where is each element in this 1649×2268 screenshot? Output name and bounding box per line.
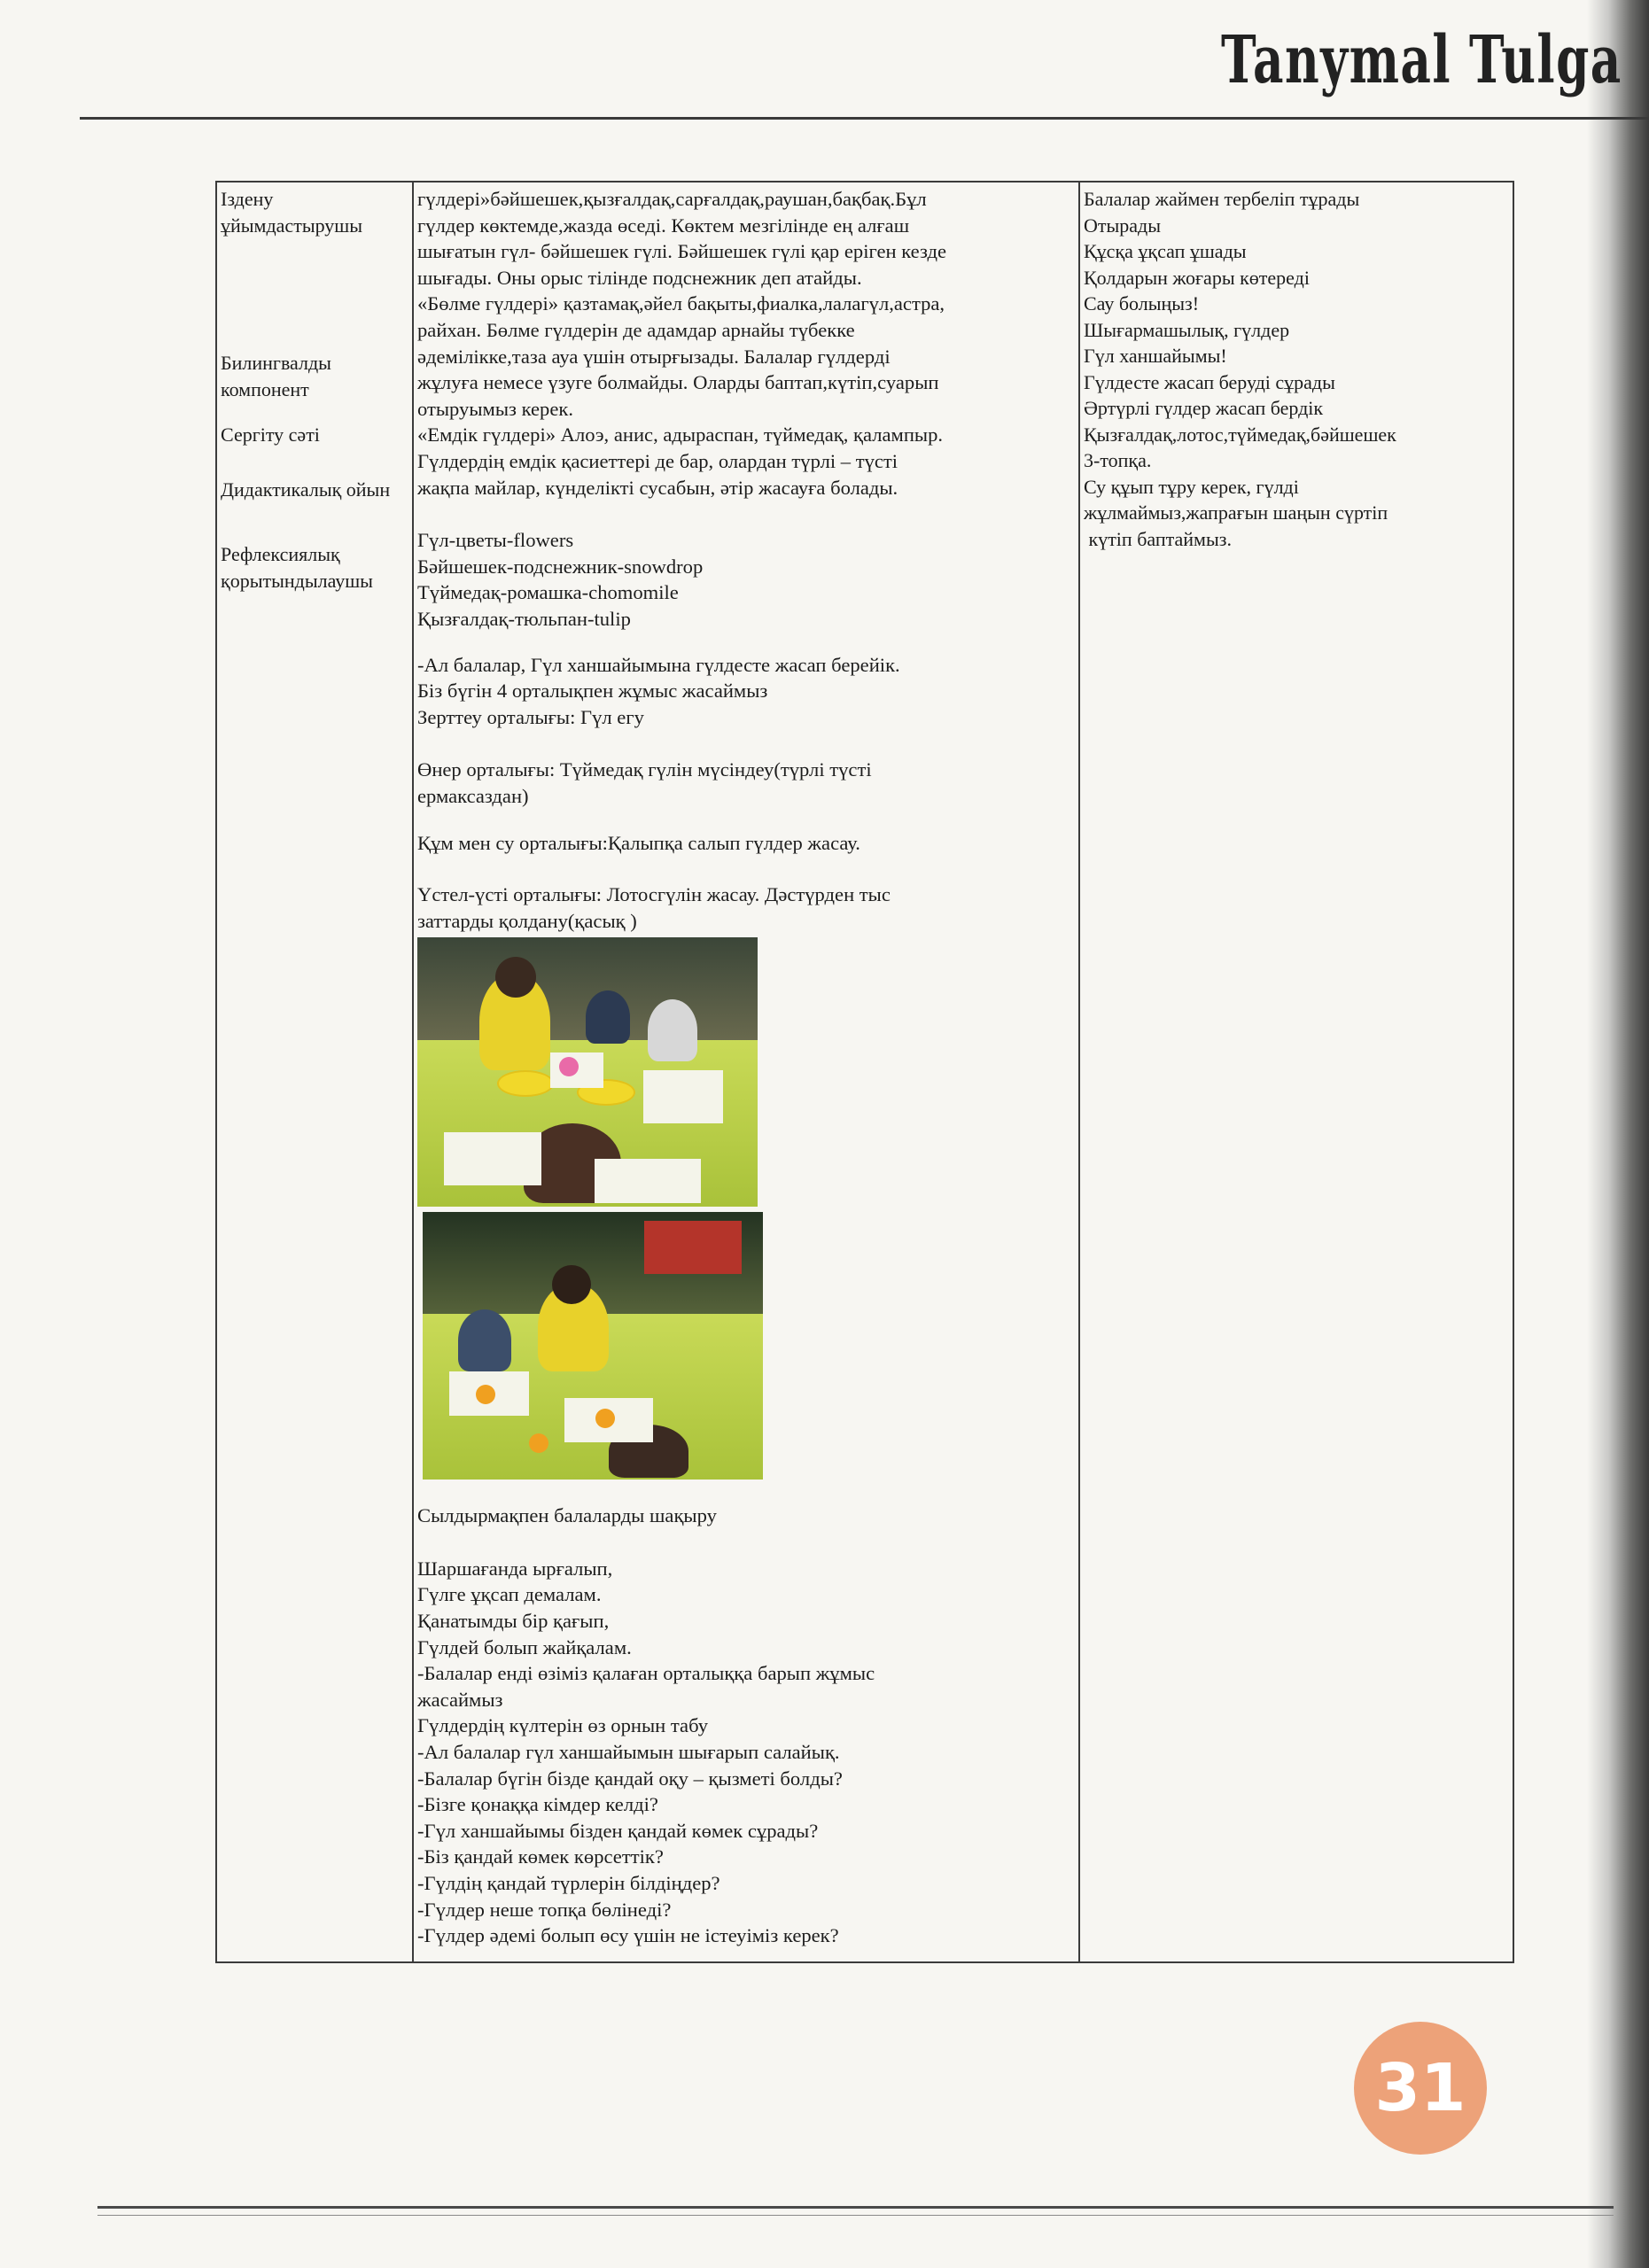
stage-label: Іздену ұйымдастырушы <box>221 188 363 237</box>
text-line: Гүлдердің күлтерін өз орнын табу <box>417 1714 709 1737</box>
text-line: жұлуға немесе үзуге болмайды. Оларды баптап,күтіп,суарып <box>417 371 939 394</box>
text-line: -Біз қандай көмек көрсеттік? <box>417 1845 664 1868</box>
text-line: Шаршағанда ырғалып, <box>417 1557 613 1580</box>
children-activity-column <box>1079 182 1513 1962</box>
sand-water-center-block <box>417 830 1075 857</box>
text-line: гүлдері»бәйшешек,қызғалдақ,сарғалдақ,раушан,бақбақ.Бұл <box>417 188 927 210</box>
topic-block <box>417 186 1075 501</box>
scan-edge-shadow <box>1587 0 1649 2268</box>
stage-label: Дидактикалық ойын <box>221 478 391 501</box>
text-line: әдемілікке,таза ауа үшін отырғызады. Балалар гүлдерді <box>417 345 891 368</box>
lesson-plan-table <box>215 181 1514 1963</box>
journal-title: Tanymal Tulga <box>1221 22 1622 98</box>
text-line: -Балалар енді өзіміз қалаған орталыққа барып жұмыс <box>417 1662 875 1685</box>
text-line: Қызғалдақ,лотос,түймедақ,бәйшешек <box>1084 423 1396 446</box>
stage-label: Рефлексиялық қорытындылаушы <box>221 543 373 592</box>
stage-label: Билингвалды компонент <box>221 352 331 400</box>
text-line: Гүл-цветы-flowers <box>417 529 574 552</box>
text-line: Біз бүгін 4 орталықпен жұмыс жасаймыз <box>417 680 768 703</box>
text-line: Сау болыңыз! <box>1084 292 1200 315</box>
teacher-activity-column <box>413 182 1079 1962</box>
footer-rule-thin <box>97 2215 1614 2216</box>
text-line: 3-топқа. <box>1084 449 1152 471</box>
text-line: жасаймыз <box>417 1688 503 1711</box>
text-line: жақпа майлар, күнделікті сусабын, әтір жасауға болады. <box>417 476 898 499</box>
footer-rule <box>97 2206 1614 2209</box>
text-line: Қанатымды бір қағып, <box>417 1610 610 1633</box>
text-line: Гүлдердің емдік қасиеттері де бар, олардан түрлі – түсті <box>417 449 898 472</box>
text-line: Гүлдесте жасап беруді сұрады <box>1084 370 1335 393</box>
text-line: -Ал балалар гүл ханшайымын шығарып салайық. <box>417 1741 840 1763</box>
stage-column <box>216 182 413 1962</box>
text-line: -Ал балалар, Гүл ханшайымына гүлдесте жасап берейік. <box>417 653 900 676</box>
centers-block <box>417 652 1075 731</box>
text-line: Құм мен су орталығы:Қалыпқа салып гүлдер жасау. <box>417 832 860 855</box>
header-rule <box>80 117 1649 120</box>
text-line: -Гүлдің қандай түрлерін білдіңдер? <box>417 1871 720 1894</box>
text-line: Қызғалдақ-тюльпан-tulip <box>417 607 631 630</box>
classroom-photo <box>417 937 758 1207</box>
text-line: Гүл ханшайымы! <box>1084 345 1227 367</box>
text-line: -Гүлдер әдемі болып өсу үшін не істеуіміз керек? <box>417 1924 839 1947</box>
text-line: отыруымыз керек. <box>417 397 573 420</box>
text-line: Балалар жаймен тербеліп тұрады <box>1084 188 1360 210</box>
bilingual-block <box>417 527 1075 632</box>
text-line: гүлдер көктемде,жазда өседі. Көктем мезгілінде ең алғаш <box>417 214 910 237</box>
text-line: Әртүрлі гүлдер жасап бердік <box>1084 397 1324 419</box>
text-line: -Балалар бүгін бізде қандай оқу – қызметі болды? <box>417 1767 843 1790</box>
reflection-block <box>417 1556 1075 1949</box>
text-line: Қолдарын жоғары көтереді <box>1084 266 1310 289</box>
text-line: ермаксаздан) <box>417 784 529 807</box>
text-line: күтіп баптаймыз. <box>1084 527 1232 550</box>
text-line: -Гүлдер неше топқа бөлінеді? <box>417 1898 672 1921</box>
table-center-block <box>417 882 1075 934</box>
text-line: райхан. Бөлме гүлдерін де адамдар арнайы түбекке <box>417 318 855 341</box>
page-number-badge: 31 <box>1354 2022 1487 2155</box>
stage-label: Сергіту сәті <box>221 423 320 446</box>
text-line: Сылдырмақпен балаларды шақыру <box>417 1504 717 1527</box>
text-line: «Бөлме гүлдері» қазтамақ,әйел бақыты,фиалка,лалагүл,астра, <box>417 292 945 315</box>
text-line: Өнер орталығы: Түймедақ гүлін мүсіндеу(түрлі түсті <box>417 758 872 781</box>
text-line: Шығармашылық, гүлдер <box>1084 318 1290 341</box>
text-line: -Гүл ханшайымы бізден қандай көмек сұрады? <box>417 1819 819 1842</box>
text-line: шығады. Оны орыс тілінде подснежник деп атайды. <box>417 266 862 289</box>
text-line: Құсқа ұқсап ұшады <box>1084 240 1247 262</box>
text-line: заттарды қолдану(қасық ) <box>417 909 637 932</box>
text-line: жұлмаймыз,жапрағын шаңын сүртіп <box>1084 501 1388 524</box>
art-center-block <box>417 757 1075 809</box>
text-line: шығатын гүл- бәйшешек гүлі. Бәйшешек гүлі қар еріген кезде <box>417 240 946 263</box>
text-line: Үстел-үсті орталығы: Лотосгүлін жасау. Дәстүрден тыс <box>417 883 891 906</box>
table-row <box>216 182 1513 1962</box>
text-line: Гүлдей болып жайқалам. <box>417 1635 632 1658</box>
text-line: Гүлге ұқсап демалам. <box>417 1583 602 1606</box>
text-line: «Емдік гүлдері» Алоэ, анис, адыраспан, түймедақ, қалампыр. <box>417 423 944 447</box>
bell-block <box>417 1503 1075 1529</box>
text-line: Бәйшешек-подснежник-snowdrop <box>417 555 704 578</box>
text-line: Зерттеу орталығы: Гүл егу <box>417 705 644 728</box>
text-line: Су құып тұру керек, гүлді <box>1084 475 1299 498</box>
classroom-photo <box>423 1212 763 1480</box>
text-line: -Бізге қонаққа кімдер келді? <box>417 1793 658 1816</box>
text-line: Отырады <box>1084 214 1162 237</box>
text-line: Түймедақ-ромашка-chomomile <box>417 581 679 604</box>
